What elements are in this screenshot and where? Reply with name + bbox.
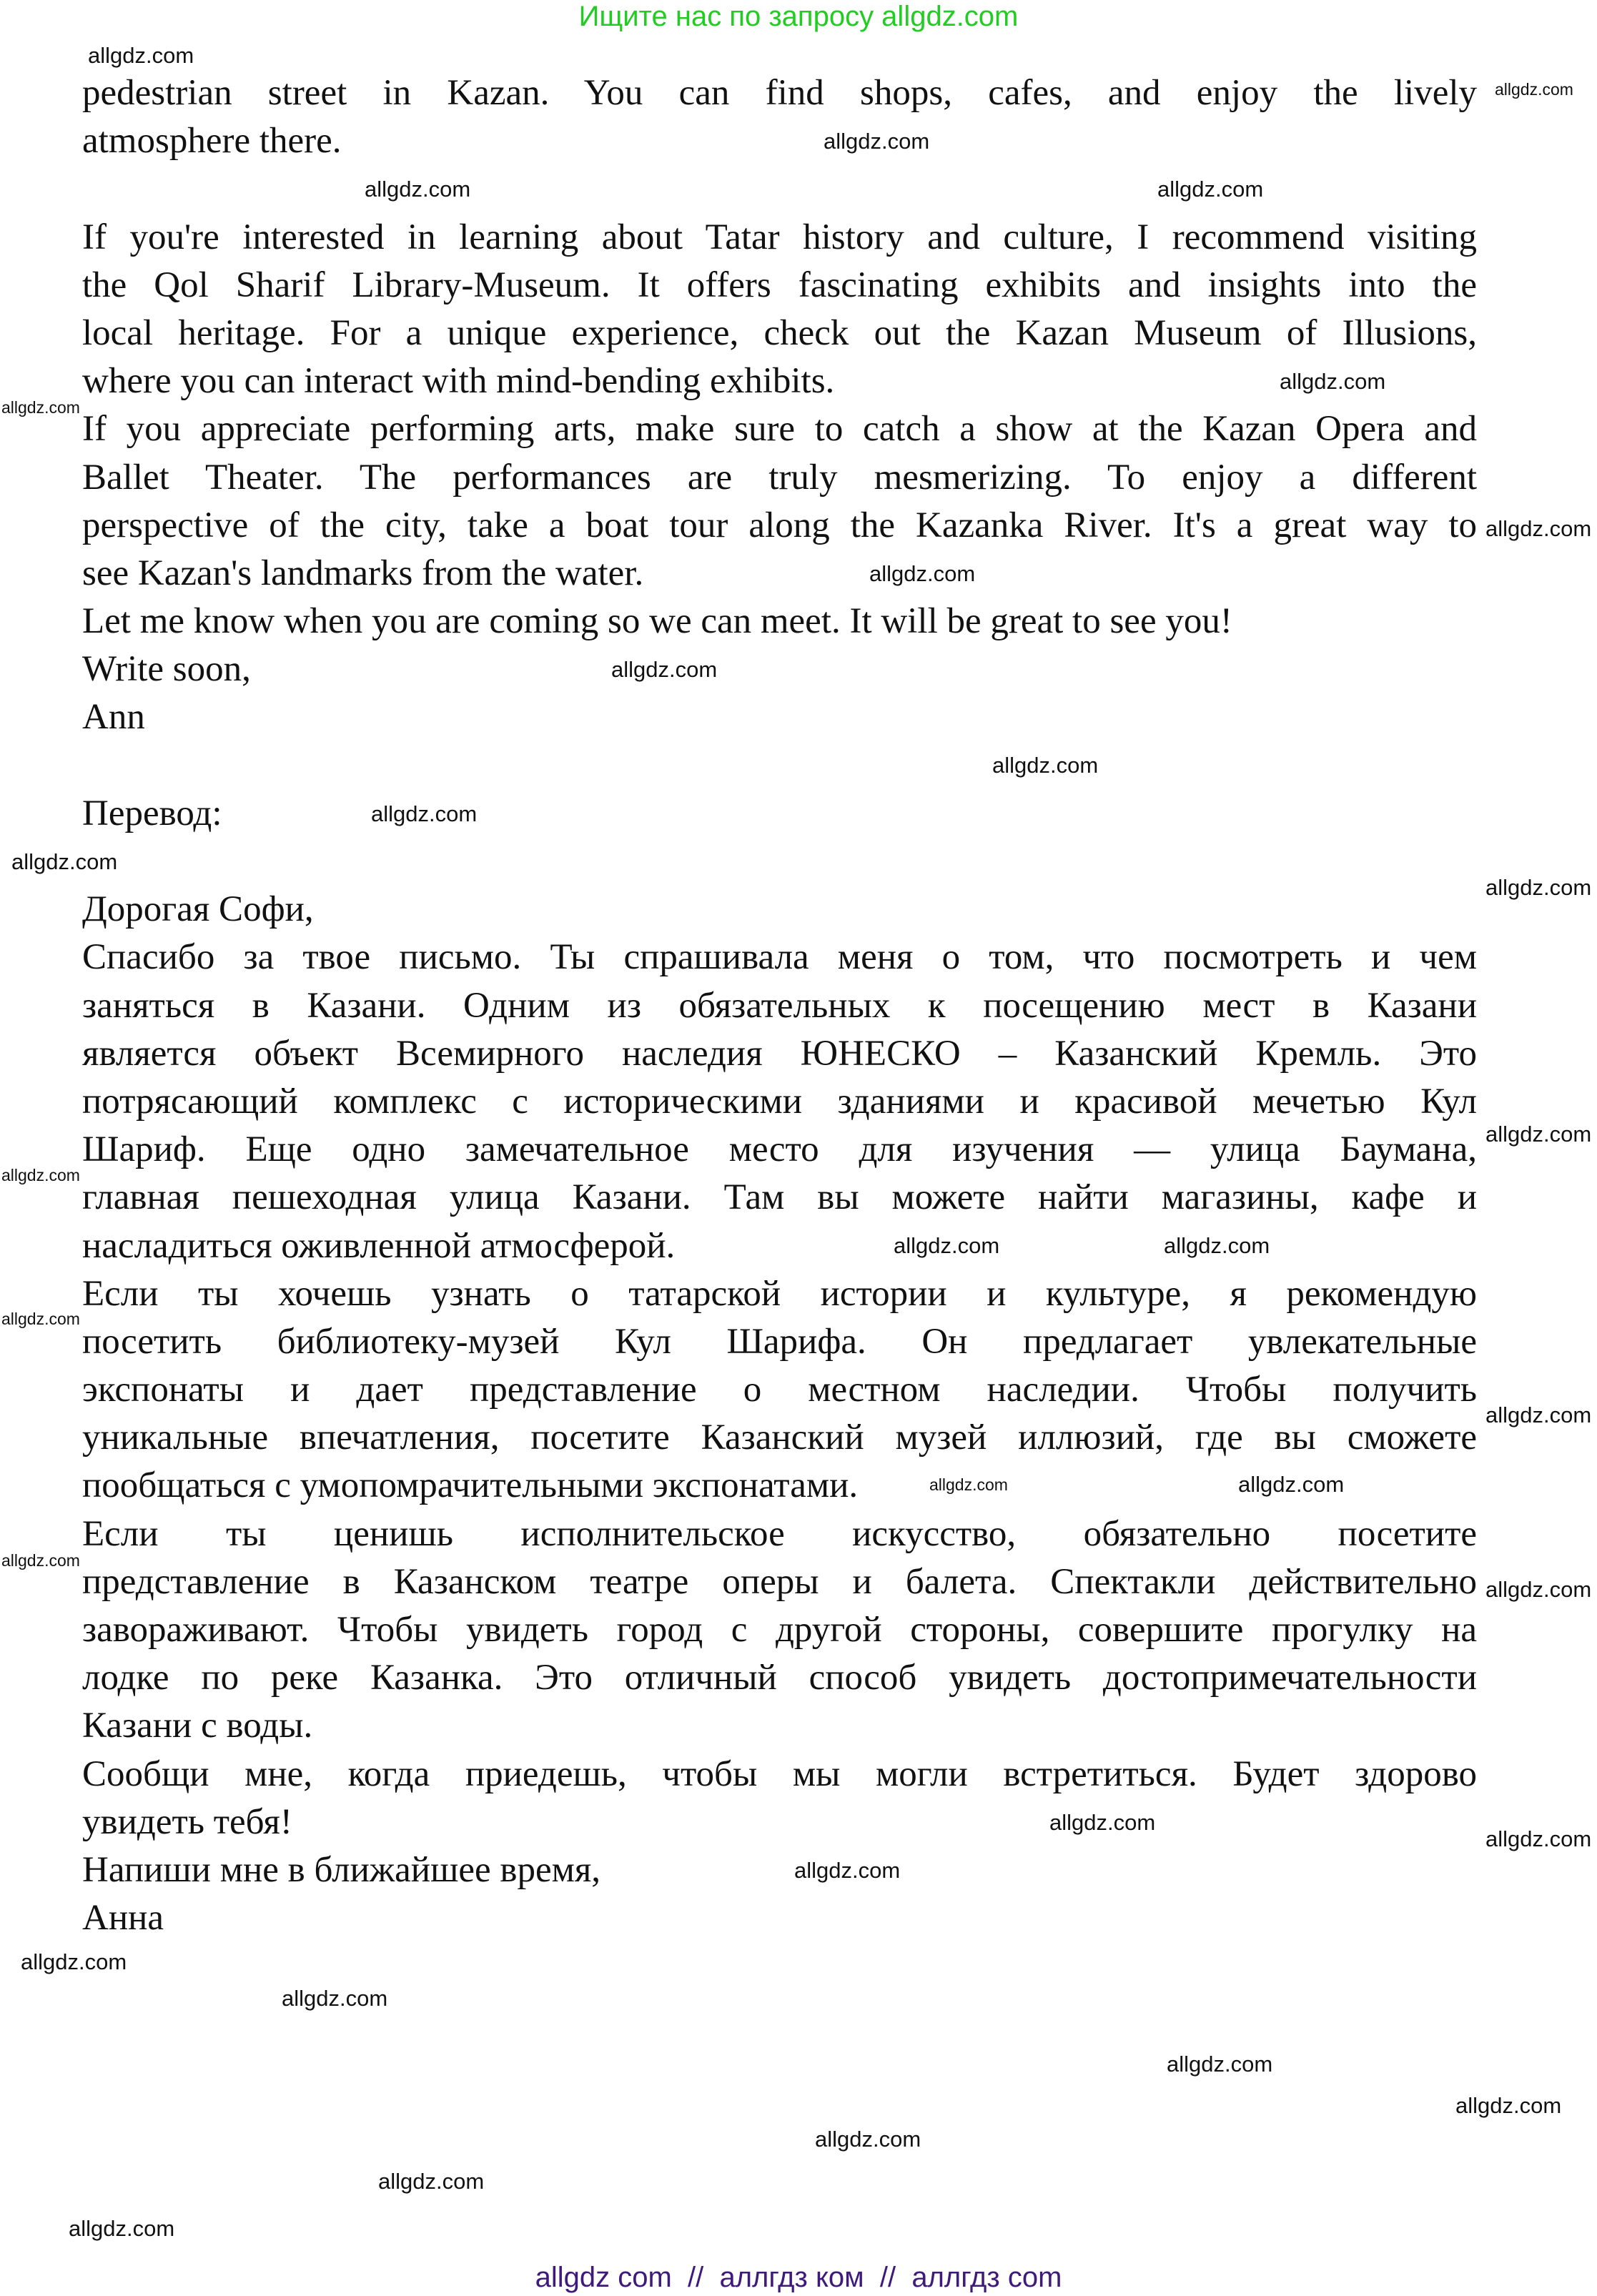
watermark: allgdz.com xyxy=(1,398,80,417)
text-line-content: Если ты хочешь узнать о татарской истории и культуре, я рекомендую xyxy=(82,1273,1477,1314)
text-line-content: потрясающий комплекс с историческими зданиями и красивой мечетью Кул xyxy=(82,1081,1477,1122)
watermark: allgdz.com xyxy=(1485,1577,1592,1602)
blank-line xyxy=(82,742,1477,790)
text-line-content: Напиши мне в ближайшее время, xyxy=(82,1849,601,1890)
text-line xyxy=(82,1846,1477,1894)
text-line-content: Дорогая Софи, xyxy=(82,889,314,930)
footer-links[interactable]: allgdz com // аллгдз ком // аллгдз com xyxy=(535,2262,1062,2293)
watermark: allgdz.com xyxy=(929,1475,1008,1494)
watermark: allgdz.com xyxy=(824,129,930,154)
text-line-content: If you're interested in learning about Tatar history and culture, I recommend visiting xyxy=(82,217,1477,257)
text-line xyxy=(82,454,1477,502)
text-line-content: увидеть тебя! xyxy=(82,1801,292,1842)
text-line-content: Ann xyxy=(82,697,145,738)
watermark: allgdz.com xyxy=(1,1551,80,1570)
watermark: allgdz.com xyxy=(21,1949,127,1974)
text-line xyxy=(82,69,1477,117)
text-line xyxy=(82,550,1477,598)
watermark: allgdz.com xyxy=(282,1986,388,2011)
watermark: allgdz.com xyxy=(1485,1402,1592,1427)
text-line-content: Let me know when you are coming so we can meet. It will be great to see you! xyxy=(82,601,1232,642)
watermark: allgdz.com xyxy=(371,801,478,826)
text-line xyxy=(82,1702,1477,1750)
watermark: allgdz.com xyxy=(11,849,118,874)
text-line-content: atmosphere there. xyxy=(82,121,342,162)
watermark: allgdz.com xyxy=(1485,1122,1592,1147)
watermark: allgdz.com xyxy=(611,657,718,682)
text-line xyxy=(82,1558,1477,1606)
watermark: allgdz.com xyxy=(1,1310,80,1328)
text-line xyxy=(82,598,1477,645)
watermark: allgdz.com xyxy=(1,1166,80,1184)
text-line xyxy=(82,1654,1477,1702)
text-line xyxy=(82,790,1477,838)
text-line xyxy=(82,262,1477,310)
text-line-content: Шариф. Еще одно замечательное место для изучения — улица Баумана, xyxy=(82,1129,1477,1170)
text-line xyxy=(82,1606,1477,1654)
text-line-content: главная пешеходная улица Казани. Там вы можете найти магазины, кафе и xyxy=(82,1177,1477,1218)
text-line-content: Анна xyxy=(82,1898,164,1939)
text-line-content: perspective of the city, take a boat tour along the Kazanka River. It's a great way to xyxy=(82,505,1477,545)
text-line xyxy=(82,982,1477,1030)
text-line xyxy=(82,693,1477,741)
text-line-content: Перевод: xyxy=(82,793,222,833)
watermark: allgdz.com xyxy=(1455,2093,1562,2118)
text-line-content: представление в Казанском театре оперы и балета. Спектакли действительно xyxy=(82,1561,1477,1602)
text-line-content: Write soon, xyxy=(82,649,251,690)
watermark: allgdz.com xyxy=(1485,516,1592,541)
watermark: allgdz.com xyxy=(1157,177,1264,202)
watermark: allgdz.com xyxy=(1485,1826,1592,1851)
text-line-content: see Kazan's landmarks from the water. xyxy=(82,553,644,593)
text-line xyxy=(82,1270,1477,1318)
text-line xyxy=(82,1318,1477,1366)
watermark: allgdz.com xyxy=(794,1858,901,1883)
text-line xyxy=(82,357,1477,405)
text-line-content: If you appreciate performing arts, make sure to catch a show at the Kazan Opera and xyxy=(82,409,1477,450)
text-line-content: уникальные впечатления, посетите Казанский музей иллюзий, где вы сможете xyxy=(82,1417,1477,1458)
text-line xyxy=(82,1751,1477,1798)
text-line xyxy=(82,934,1477,981)
watermark: allgdz.com xyxy=(1164,1233,1270,1258)
text-line xyxy=(82,214,1477,262)
blank-line xyxy=(82,838,1477,886)
text-line-content: является объект Всемирного наследия ЮНЕСКО – Казанский Кремль. Это xyxy=(82,1033,1477,1074)
text-line-content: насладиться оживленной атмосферой. xyxy=(82,1225,676,1266)
text-line-content: завораживают. Чтобы увидеть город с другой стороны, совершите прогулку на xyxy=(82,1610,1477,1650)
text-line xyxy=(82,886,1477,934)
watermark: allgdz.com xyxy=(815,2127,921,2152)
watermark: allgdz.com xyxy=(365,177,471,202)
text-line xyxy=(82,645,1477,693)
text-line-content: заняться в Казани. Одним из обязательных к посещению мест в Казани xyxy=(82,985,1477,1026)
watermark: allgdz.com xyxy=(1049,1810,1156,1835)
text-line-content: local heritage. For a unique experience, check out the Kazan Museum of Illusions, xyxy=(82,312,1477,353)
text-line xyxy=(82,1894,1477,1942)
text-line-content: Спасибо за твое письмо. Ты спрашивала меня о том, что посмотреть и чем xyxy=(82,937,1477,978)
watermark: allgdz.com xyxy=(1495,80,1573,99)
text-line-content: Ballet Theater. The performances are truly mesmerizing. To enjoy a different xyxy=(82,457,1477,498)
text-line-content: Сообщи мне, когда приедешь, чтобы мы могли встретиться. Будет здорово xyxy=(82,1753,1477,1794)
watermark: allgdz.com xyxy=(1167,2052,1273,2077)
text-line-content: pedestrian street in Kazan. You can find shops, cafes, and enjoy the lively xyxy=(82,73,1477,113)
text-line-content: where you can interact with mind-bending exhibits. xyxy=(82,361,835,402)
text-line-content: лодке по реке Казанка. Это отличный способ увидеть достопримечательности xyxy=(82,1658,1477,1698)
text-line-content: экспонаты и дает представление о местном наследии. Чтобы получить xyxy=(82,1370,1477,1410)
text-line xyxy=(82,117,1477,165)
text-line xyxy=(82,1030,1477,1078)
watermark: allgdz.com xyxy=(869,561,976,586)
letter-text xyxy=(82,69,1477,1942)
text-line-content: Если ты ценишь исполнительское искусство, обязательно посетите xyxy=(82,1513,1477,1554)
watermark: allgdz.com xyxy=(88,43,194,68)
text-line xyxy=(82,1126,1477,1174)
text-line xyxy=(82,310,1477,357)
text-line-content: пообщаться с умопомрачительными экспонатами. xyxy=(82,1465,859,1506)
text-line-content: Казани с воды. xyxy=(82,1706,313,1746)
watermark: allgdz.com xyxy=(894,1233,1000,1258)
watermark: allgdz.com xyxy=(1485,875,1592,900)
text-line xyxy=(82,1414,1477,1462)
text-line-content: посетить библиотеку-музей Кул Шарифа. Он предлагает увлекательные xyxy=(82,1321,1477,1362)
text-line-content: the Qol Sharif Library-Museum. It offers fascinating exhibits and insights into the xyxy=(82,264,1477,305)
watermark: allgdz.com xyxy=(992,753,1099,778)
text-line xyxy=(82,1078,1477,1126)
promo-banner: Ищите нас по запросу allgdz.com xyxy=(578,1,1019,32)
text-line xyxy=(82,1510,1477,1558)
watermark: allgdz.com xyxy=(378,2169,485,2194)
watermark: allgdz.com xyxy=(1238,1472,1345,1497)
watermark: allgdz.com xyxy=(1280,369,1386,394)
text-line xyxy=(82,405,1477,453)
watermark: allgdz.com xyxy=(69,2216,175,2241)
blank-line xyxy=(82,165,1477,213)
text-line xyxy=(82,1174,1477,1222)
text-line xyxy=(82,1798,1477,1846)
text-line xyxy=(82,502,1477,550)
text-line xyxy=(82,1366,1477,1414)
